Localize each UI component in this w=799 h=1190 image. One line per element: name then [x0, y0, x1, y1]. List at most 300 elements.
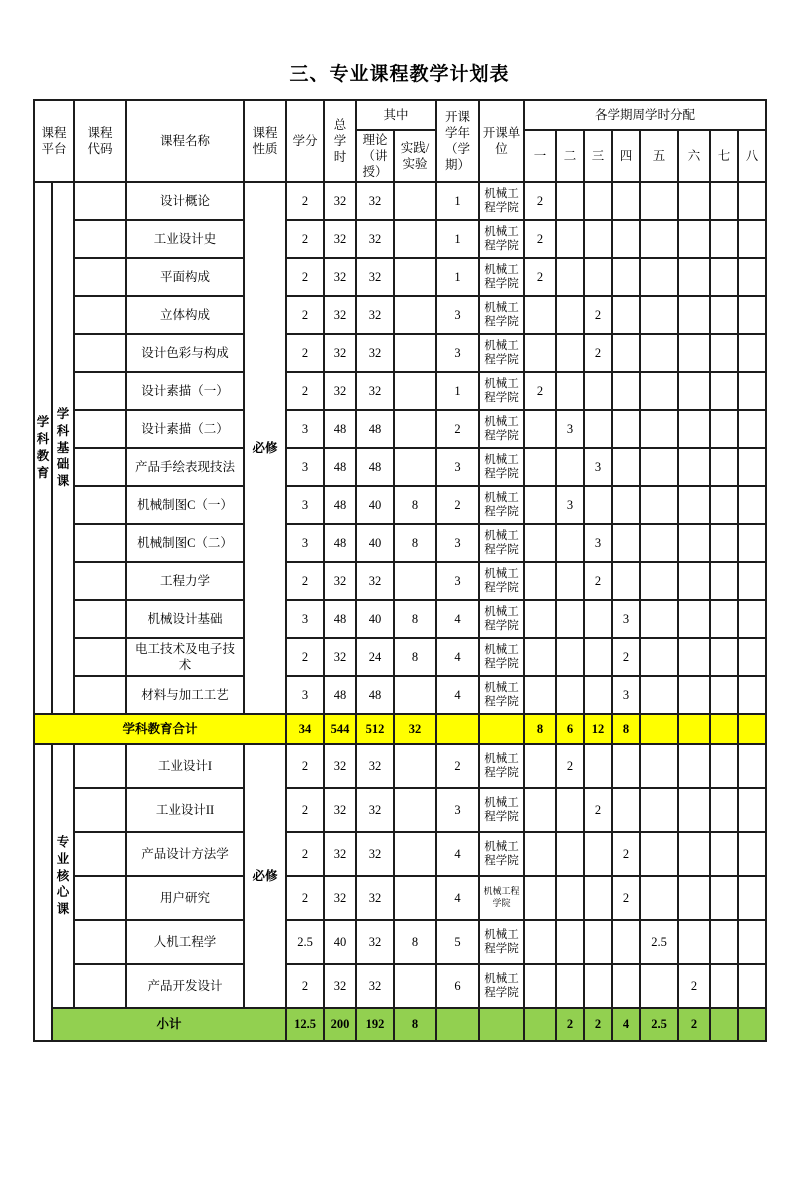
week-cell-7	[710, 920, 738, 964]
subtotal-row	[34, 1008, 766, 1041]
theory-cell: 32	[356, 832, 394, 876]
header-unit: 开课单位	[479, 100, 524, 182]
subtotal-week-cell-3: 12	[584, 714, 612, 744]
subtotal-week-cell-2: 6	[556, 714, 584, 744]
week-cell-8	[738, 876, 766, 920]
week-cell-7	[710, 600, 738, 638]
week-cell-8	[738, 832, 766, 876]
category-cell	[52, 182, 74, 714]
week-cell-1	[524, 638, 556, 676]
course-name-cell: 立体构成	[126, 296, 244, 334]
week-cell-1	[524, 600, 556, 638]
code-cell	[74, 410, 126, 448]
header-total-hours-label: 总学时	[333, 117, 347, 165]
course-name-cell: 机械设计基础	[126, 600, 244, 638]
week-cell-3	[584, 964, 612, 1008]
subtotal-label-cell: 学科教育合计	[34, 714, 286, 744]
unit-cell: 机械工程学院	[479, 258, 524, 296]
term-cell: 4	[436, 832, 479, 876]
week-cell-5	[640, 182, 678, 220]
week-cell-5	[640, 832, 678, 876]
week-cell-2	[556, 676, 584, 714]
header-total-hours	[324, 100, 356, 182]
course-name-cell: 材料与加工工艺	[126, 676, 244, 714]
header-sem-7: 七	[710, 130, 738, 182]
week-cell-6	[678, 788, 710, 832]
week-cell-3: 3	[584, 448, 612, 486]
week-cell-3	[584, 744, 612, 788]
code-cell	[74, 524, 126, 562]
unit-cell: 机械工程学院	[479, 638, 524, 676]
week-cell-4	[612, 334, 640, 372]
subtotal-week-cell-5	[640, 714, 678, 744]
practice-cell	[394, 258, 436, 296]
subtotal-theory-cell: 192	[356, 1008, 394, 1041]
practice-cell	[394, 676, 436, 714]
theory-cell: 48	[356, 448, 394, 486]
credits-cell: 2	[286, 220, 324, 258]
term-cell: 3	[436, 334, 479, 372]
course-name-cell: 工程力学	[126, 562, 244, 600]
code-cell	[74, 182, 126, 220]
week-cell-1	[524, 876, 556, 920]
course-row	[34, 600, 766, 638]
course-row	[34, 744, 766, 788]
theory-cell: 32	[356, 562, 394, 600]
course-row	[34, 486, 766, 524]
page-title: 三、专业课程教学计划表	[289, 64, 510, 85]
week-cell-7	[710, 258, 738, 296]
week-cell-3	[584, 638, 612, 676]
credits-cell: 2	[286, 182, 324, 220]
unit-cell: 机械工程学院	[479, 372, 524, 410]
subtotal-week-cell-4: 4	[612, 1008, 640, 1041]
week-cell-7	[710, 410, 738, 448]
code-cell	[74, 258, 126, 296]
term-cell: 3	[436, 296, 479, 334]
course-row	[34, 788, 766, 832]
unit-cell: 机械工程学院	[479, 448, 524, 486]
category-cell-label: 学科基础课	[56, 406, 70, 489]
course-row	[34, 410, 766, 448]
week-cell-8	[738, 220, 766, 258]
week-cell-4: 2	[612, 832, 640, 876]
week-cell-7	[710, 182, 738, 220]
week-cell-7	[710, 220, 738, 258]
course-name-cell: 工业设计I	[126, 744, 244, 788]
category-cell	[52, 744, 74, 1008]
theory-cell: 32	[356, 334, 394, 372]
total-hours-cell: 48	[324, 600, 356, 638]
week-cell-4	[612, 964, 640, 1008]
theory-cell: 32	[356, 258, 394, 296]
header-code-label: 课程代码	[87, 125, 113, 156]
course-name-cell: 设计素描（二）	[126, 410, 244, 448]
week-cell-7	[710, 334, 738, 372]
credits-cell: 2.5	[286, 920, 324, 964]
week-cell-6	[678, 182, 710, 220]
unit-cell: 机械工程学院	[479, 920, 524, 964]
theory-cell: 48	[356, 410, 394, 448]
week-cell-7	[710, 832, 738, 876]
course-row	[34, 220, 766, 258]
subtotal-practice-cell: 8	[394, 1008, 436, 1041]
total-hours-cell: 48	[324, 410, 356, 448]
total-hours-cell: 32	[324, 372, 356, 410]
week-cell-3	[584, 876, 612, 920]
course-row	[34, 524, 766, 562]
credits-cell: 2	[286, 744, 324, 788]
unit-cell: 机械工程学院	[479, 600, 524, 638]
week-cell-6	[678, 372, 710, 410]
course-name-cell: 电工技术及电子技术	[126, 638, 244, 676]
header-credits: 学分	[286, 100, 324, 182]
week-cell-7	[710, 562, 738, 600]
week-cell-6	[678, 562, 710, 600]
week-cell-6	[678, 334, 710, 372]
week-cell-6	[678, 258, 710, 296]
week-cell-5	[640, 876, 678, 920]
total-hours-cell: 32	[324, 562, 356, 600]
term-cell: 4	[436, 676, 479, 714]
week-cell-2	[556, 524, 584, 562]
week-cell-6	[678, 600, 710, 638]
term-cell: 4	[436, 638, 479, 676]
practice-cell	[394, 876, 436, 920]
total-hours-cell: 32	[324, 876, 356, 920]
week-cell-2	[556, 600, 584, 638]
week-cell-5	[640, 964, 678, 1008]
term-cell: 1	[436, 220, 479, 258]
course-plan-table	[33, 99, 767, 1042]
week-cell-3: 2	[584, 334, 612, 372]
header-practice: 实践/实验	[394, 130, 436, 182]
subtotal-week-cell-1	[524, 1008, 556, 1041]
week-cell-7	[710, 296, 738, 334]
code-cell	[74, 638, 126, 676]
week-cell-1	[524, 486, 556, 524]
unit-cell: 机械工程学院	[479, 334, 524, 372]
term-cell: 1	[436, 372, 479, 410]
total-hours-cell: 32	[324, 258, 356, 296]
subtotal-label-cell: 小计	[52, 1008, 286, 1041]
week-cell-8	[738, 296, 766, 334]
theory-cell: 32	[356, 220, 394, 258]
unit-cell: 机械工程学院	[479, 832, 524, 876]
course-row	[34, 562, 766, 600]
subtotal-week-cell-6: 2	[678, 1008, 710, 1041]
code-cell	[74, 220, 126, 258]
credits-cell: 2	[286, 296, 324, 334]
week-cell-3: 3	[584, 524, 612, 562]
practice-cell	[394, 788, 436, 832]
course-row	[34, 448, 766, 486]
unit-cell: 机械工程学院	[479, 562, 524, 600]
week-cell-5: 2.5	[640, 920, 678, 964]
practice-cell	[394, 410, 436, 448]
week-cell-3	[584, 920, 612, 964]
practice-cell	[394, 296, 436, 334]
week-cell-1	[524, 410, 556, 448]
code-cell	[74, 372, 126, 410]
week-cell-5	[640, 562, 678, 600]
credits-cell: 3	[286, 676, 324, 714]
code-cell	[74, 964, 126, 1008]
subtotal-week-cell-3: 2	[584, 1008, 612, 1041]
week-cell-6	[678, 920, 710, 964]
theory-cell: 32	[356, 788, 394, 832]
week-cell-2	[556, 448, 584, 486]
week-cell-5	[640, 524, 678, 562]
week-cell-4	[612, 524, 640, 562]
week-cell-8	[738, 638, 766, 676]
week-cell-7	[710, 676, 738, 714]
total-hours-cell: 32	[324, 964, 356, 1008]
week-cell-6	[678, 876, 710, 920]
subtotal-week-cell-1: 8	[524, 714, 556, 744]
unit-cell: 机械工程学院	[479, 524, 524, 562]
week-cell-7	[710, 524, 738, 562]
week-cell-8	[738, 788, 766, 832]
subtotal-total-hours-cell: 200	[324, 1008, 356, 1041]
term-cell: 1	[436, 182, 479, 220]
course-row	[34, 258, 766, 296]
week-cell-8	[738, 920, 766, 964]
practice-cell	[394, 334, 436, 372]
week-cell-2	[556, 258, 584, 296]
credits-cell: 2	[286, 964, 324, 1008]
week-cell-6	[678, 638, 710, 676]
course-row	[34, 372, 766, 410]
week-cell-5	[640, 788, 678, 832]
course-name-cell: 用户研究	[126, 876, 244, 920]
week-cell-6	[678, 744, 710, 788]
week-cell-1	[524, 920, 556, 964]
subtotal-credits-cell: 34	[286, 714, 324, 744]
course-name-cell: 产品开发设计	[126, 964, 244, 1008]
week-cell-5	[640, 638, 678, 676]
theory-cell: 48	[356, 676, 394, 714]
week-cell-4: 2	[612, 638, 640, 676]
term-cell: 3	[436, 562, 479, 600]
week-cell-5	[640, 486, 678, 524]
theory-cell: 40	[356, 600, 394, 638]
course-row	[34, 920, 766, 964]
credits-cell: 2	[286, 258, 324, 296]
subtotal-week-cell-7	[710, 1008, 738, 1041]
category-cell-label: 专业核心课	[56, 834, 70, 917]
week-cell-5	[640, 334, 678, 372]
table-body	[34, 182, 766, 1041]
term-cell: 1	[436, 258, 479, 296]
code-cell	[74, 832, 126, 876]
week-cell-8	[738, 448, 766, 486]
week-cell-1: 2	[524, 258, 556, 296]
subtotal-week-cell-2: 2	[556, 1008, 584, 1041]
week-cell-1: 2	[524, 220, 556, 258]
week-cell-4	[612, 258, 640, 296]
week-cell-3	[584, 486, 612, 524]
practice-cell: 8	[394, 638, 436, 676]
code-cell	[74, 486, 126, 524]
week-cell-7	[710, 788, 738, 832]
header-theory: 理论（讲授）	[356, 130, 394, 182]
subtotal-week-cell-5: 2.5	[640, 1008, 678, 1041]
credits-cell: 2	[286, 562, 324, 600]
header-sem-5: 五	[640, 130, 678, 182]
week-cell-4: 2	[612, 876, 640, 920]
subtotal-term-cell	[436, 714, 479, 744]
unit-cell: 机械工程学院	[479, 410, 524, 448]
code-cell	[74, 296, 126, 334]
theory-cell: 32	[356, 182, 394, 220]
week-cell-1	[524, 334, 556, 372]
subtotal-week-cell-6	[678, 714, 710, 744]
week-cell-2	[556, 334, 584, 372]
week-cell-4	[612, 296, 640, 334]
header-row-1	[34, 100, 766, 130]
week-cell-4	[612, 372, 640, 410]
week-cell-2	[556, 562, 584, 600]
subtotal-week-cell-4: 8	[612, 714, 640, 744]
course-row	[34, 876, 766, 920]
theory-cell: 24	[356, 638, 394, 676]
header-sem-6: 六	[678, 130, 710, 182]
code-cell	[74, 788, 126, 832]
subtotal-term-cell	[436, 1008, 479, 1041]
credits-cell: 2	[286, 334, 324, 372]
week-cell-1: 2	[524, 182, 556, 220]
practice-cell	[394, 372, 436, 410]
header-sem-3: 三	[584, 130, 612, 182]
total-hours-cell: 48	[324, 524, 356, 562]
subtotal-unit-cell	[479, 1008, 524, 1041]
week-cell-8	[738, 562, 766, 600]
week-cell-2	[556, 220, 584, 258]
week-cell-8	[738, 964, 766, 1008]
total-hours-cell: 48	[324, 676, 356, 714]
credits-cell: 3	[286, 410, 324, 448]
week-cell-2: 3	[556, 486, 584, 524]
week-cell-1	[524, 744, 556, 788]
header-among: 其中	[356, 100, 436, 130]
course-row	[34, 832, 766, 876]
week-cell-4	[612, 220, 640, 258]
code-cell	[74, 562, 126, 600]
week-cell-7	[710, 372, 738, 410]
week-cell-2: 2	[556, 744, 584, 788]
nature-cell: 必修	[244, 744, 286, 1008]
week-cell-8	[738, 486, 766, 524]
course-name-cell: 设计素描（一）	[126, 372, 244, 410]
week-cell-6	[678, 448, 710, 486]
week-cell-2	[556, 832, 584, 876]
credits-cell: 2	[286, 876, 324, 920]
unit-cell: 机械工程学院	[479, 486, 524, 524]
credits-cell: 2	[286, 638, 324, 676]
theory-cell: 32	[356, 296, 394, 334]
week-cell-6	[678, 676, 710, 714]
week-cell-1	[524, 788, 556, 832]
code-cell	[74, 600, 126, 638]
course-name-cell: 设计概论	[126, 182, 244, 220]
week-cell-7	[710, 448, 738, 486]
code-cell	[74, 676, 126, 714]
week-cell-5	[640, 372, 678, 410]
unit-cell: 机械工程学院	[479, 220, 524, 258]
week-cell-5	[640, 296, 678, 334]
week-cell-3	[584, 372, 612, 410]
term-cell: 6	[436, 964, 479, 1008]
week-cell-2	[556, 372, 584, 410]
week-cell-5	[640, 744, 678, 788]
credits-cell: 2	[286, 372, 324, 410]
subtotal-practice-cell: 32	[394, 714, 436, 744]
unit-cell: 机械工程学院	[479, 876, 524, 920]
theory-cell: 40	[356, 524, 394, 562]
practice-cell	[394, 744, 436, 788]
term-cell: 2	[436, 486, 479, 524]
header-weekly: 各学期周学时分配	[524, 100, 766, 130]
week-cell-3: 2	[584, 788, 612, 832]
subtotal-row	[34, 714, 766, 744]
total-hours-cell: 32	[324, 788, 356, 832]
subtotal-week-cell-8	[738, 714, 766, 744]
header-term	[436, 100, 479, 182]
week-cell-3: 2	[584, 296, 612, 334]
week-cell-1: 2	[524, 372, 556, 410]
course-row	[34, 182, 766, 220]
week-cell-6	[678, 486, 710, 524]
total-hours-cell: 32	[324, 832, 356, 876]
week-cell-4	[612, 448, 640, 486]
week-cell-1	[524, 676, 556, 714]
practice-cell	[394, 182, 436, 220]
header-nature-label: 课程性质	[252, 125, 278, 156]
week-cell-7	[710, 638, 738, 676]
week-cell-5	[640, 448, 678, 486]
practice-cell	[394, 964, 436, 1008]
subtotal-total-hours-cell: 544	[324, 714, 356, 744]
credits-cell: 3	[286, 524, 324, 562]
week-cell-7	[710, 486, 738, 524]
credits-cell: 2	[286, 788, 324, 832]
subtotal-unit-cell	[479, 714, 524, 744]
week-cell-2	[556, 638, 584, 676]
week-cell-1	[524, 832, 556, 876]
total-hours-cell: 40	[324, 920, 356, 964]
week-cell-1	[524, 562, 556, 600]
week-cell-5	[640, 676, 678, 714]
week-cell-4	[612, 920, 640, 964]
week-cell-7	[710, 744, 738, 788]
theory-cell: 40	[356, 486, 394, 524]
week-cell-8	[738, 600, 766, 638]
week-cell-4	[612, 788, 640, 832]
code-cell	[74, 448, 126, 486]
week-cell-4	[612, 410, 640, 448]
practice-cell	[394, 832, 436, 876]
course-name-cell: 机械制图C（一）	[126, 486, 244, 524]
header-term-label: 开课学年（学期）	[445, 109, 471, 173]
week-cell-4: 3	[612, 676, 640, 714]
header-platform	[34, 100, 74, 182]
platform-cell	[34, 744, 52, 1041]
platform-cell	[34, 182, 52, 714]
code-cell	[74, 744, 126, 788]
course-row	[34, 638, 766, 676]
term-cell: 4	[436, 600, 479, 638]
